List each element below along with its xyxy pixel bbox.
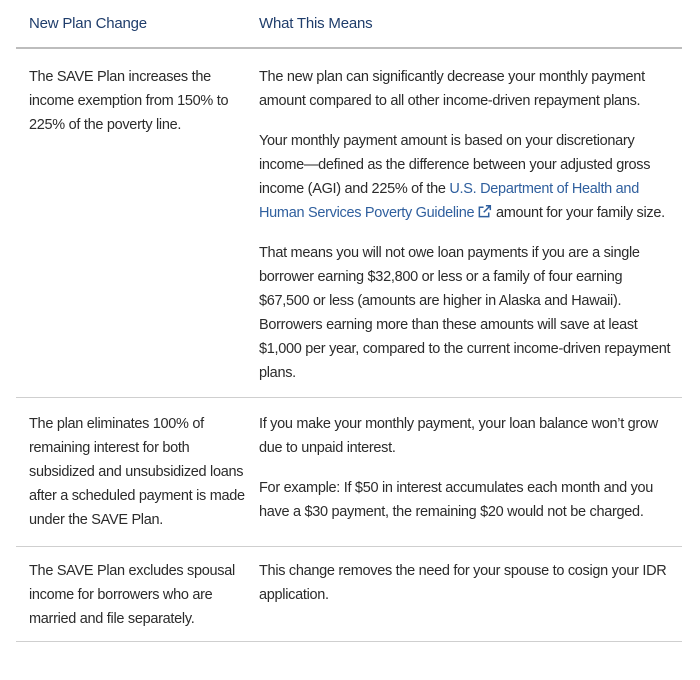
plan-change-text: The plan eliminates 100% of remaining interest for both subsidized and unsubsidized loans after a scheduled payment is made under the SAVE Plan. [29,416,245,528]
meaning-paragraph: If you make your monthly payment, your loan balance won’t grow due to unpaid interest. [259,416,658,456]
meaning-cell [259,398,682,546]
meaning-text: Your monthly payment amount is based on your discretionary income—defined as the difference between your adjusted gross income (AGI) and 225% of the [259,133,651,197]
plan-change-cell [16,49,259,397]
meaning-cell [259,547,682,641]
plan-change-cell [16,398,259,546]
meaning-paragraph: That means you will not owe loan payments if you are a single borrower earning $32,800 or less or a family of four earning $67,500 or less (amounts are higher in Alaska and Hawaii). Borrowers earning more than these amounts will save at least $1,000 per year, compared to the current income-driven repayment plans. [259,245,671,381]
plan-change-text: The SAVE Plan increases the income exemption from 150% to 225% of the poverty line. [29,69,229,133]
plan-changes-table [16,0,682,642]
external-link-icon[interactable] [477,204,492,219]
meaning-text: amount for your family size. [492,205,665,221]
meaning-paragraph: For example: If $50 in interest accumulates each month and you have a $30 payment, the remaining $20 would not be charged. [259,480,654,520]
header-what-this-means: What This Means [259,15,373,32]
meaning-cell [259,49,682,397]
meaning-paragraph: The new plan can significantly decrease your monthly payment amount compared to all other income-driven repayment plans. [259,69,645,109]
table-row [16,398,682,547]
meaning-paragraph [259,129,674,225]
header-new-plan-change: New Plan Change [29,15,147,32]
table-row [16,49,682,398]
table-row [16,547,682,642]
poverty-guideline-link-text[interactable]: U.S. Department of Health and Human Services Poverty Guideline [259,181,639,221]
plan-change-text: The SAVE Plan excludes spousal income for borrowers who are married and file separately. [29,563,235,627]
plan-change-cell [16,547,259,641]
table-header [16,0,682,49]
meaning-paragraph: This change removes the need for your spouse to cosign your IDR application. [259,563,667,603]
